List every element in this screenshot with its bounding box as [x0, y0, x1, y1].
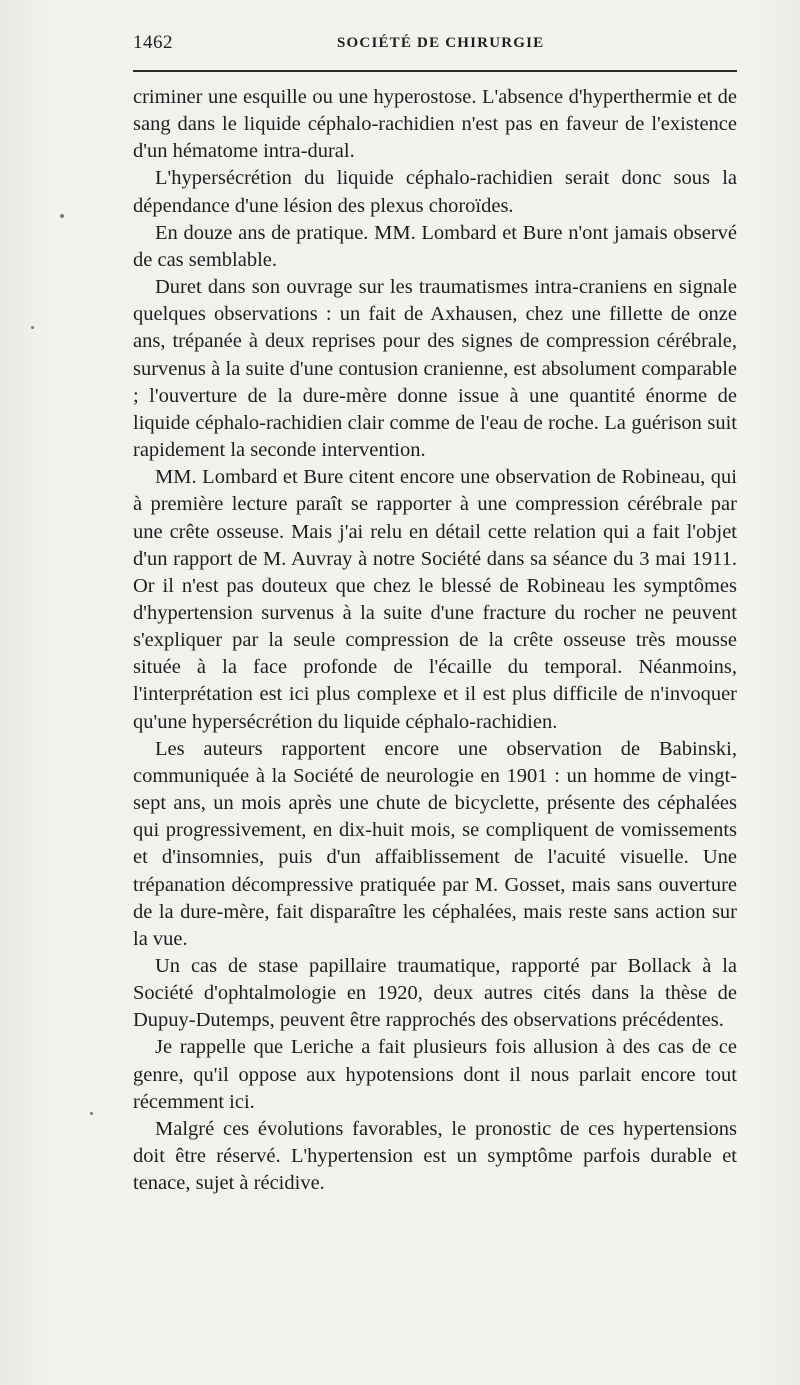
paragraph-douze-ans: En douze ans de pratique. MM. Lombard et Bure n'ont jamais observé de cas semblable. — [133, 221, 737, 271]
paragraph-babinski: Les auteurs rapportent encore une observation de Babinski, communiquée à la Société de neurologie en 1901 : un homme de vingt-sept ans, un mois après une chute de bicyclette, présente des céphalées qui progressivement, en dix-huit mois, se compliquent de vomissements et d'insomnies, puis d'un affaiblissement de l'acuité visuelle. Une trépanation décompressive pratiquée par M. Gosset, mais sans ouverture de la dure-mère, fait disparaître les céphalées, mais reste sans action sur la vue. — [133, 737, 737, 950]
paragraph-stase-papillaire: Un cas de stase papillaire traumatique, rapporté par Bollack à la Société d'ophtalmologie en 1920, deux autres cités dans la thèse de Dupuy-Dutemps, peuvent être rapprochés des observations précédentes. — [133, 955, 737, 1032]
paper-speck — [31, 326, 34, 329]
paragraph-duret: Duret dans son ouvrage sur les traumatismes intra-craniens en signale quelques observations : un fait de Axhausen, chez une fillette de onze ans, trépanée à deux reprises pour des signes de compression cérébrale, survenus à la suite d'une contusion cranienne, est absolument comparable ; l'ouverture de la dure-mère donne issue à une quantité énorme de liquide céphalo-rachidien clair comme de l'eau de roche. La guérison suit rapidement la seconde intervention. — [133, 276, 737, 462]
paragraph-leriche: Je rappelle que Leriche a fait plusieurs fois allusion à des cas de ce genre, qu'il oppose aux hypotensions dont il nous parlait encore tout récemment ici. — [133, 1036, 737, 1113]
body-text — [133, 84, 737, 1197]
paragraph-hypersecretion: L'hypersécrétion du liquide céphalo-rachidien serait donc sous la dépendance d'une lésion des plexus choroïdes. — [133, 167, 737, 217]
paragraph-hyperthermie: criminer une esquille ou une hyperostose. L'absence d'hyperthermie et de sang dans le liquide céphalo-rachidien n'est pas en faveur de l'existence d'un hématome intra-dural. — [133, 86, 737, 163]
paragraph-pronostic: Malgré ces évolutions favorables, le pronostic de ces hypertensions doit être réservé. L'hypertension est un symptôme parfois durable et tenace, sujet à récidive. — [133, 1117, 737, 1195]
paragraph-robineau: MM. Lombard et Bure citent encore une observation de Robineau, qui à première lecture paraît se rapporter à une compression cérébrale par une crête osseuse. Mais j'ai relu en détail cette relation qui a fait l'objet d'un rapport de M. Auvray à notre Société dans sa séance du 3 mai 1911. Or il n'est pas douteux que chez le blessé de Robineau les symptômes d'hypertension survenus à la suite d'une fracture du rocher ne peuvent s'expliquer par la seule compression de la crête osseuse très mousse située à la face profonde de l'écaille du temporal. Néanmoins, l'interprétation est ici plus complexe et il est plus difficile de n'invoquer qu'une hypersécrétion du liquide céphalo-rachidien. — [133, 466, 737, 733]
page-number: 1462 — [133, 32, 173, 53]
running-head: SOCIÉTÉ DE CHIRURGIE — [337, 35, 545, 51]
page-header — [133, 30, 737, 58]
paper-speck — [60, 214, 64, 218]
header-rule — [133, 70, 737, 72]
paper-speck — [90, 1112, 93, 1115]
